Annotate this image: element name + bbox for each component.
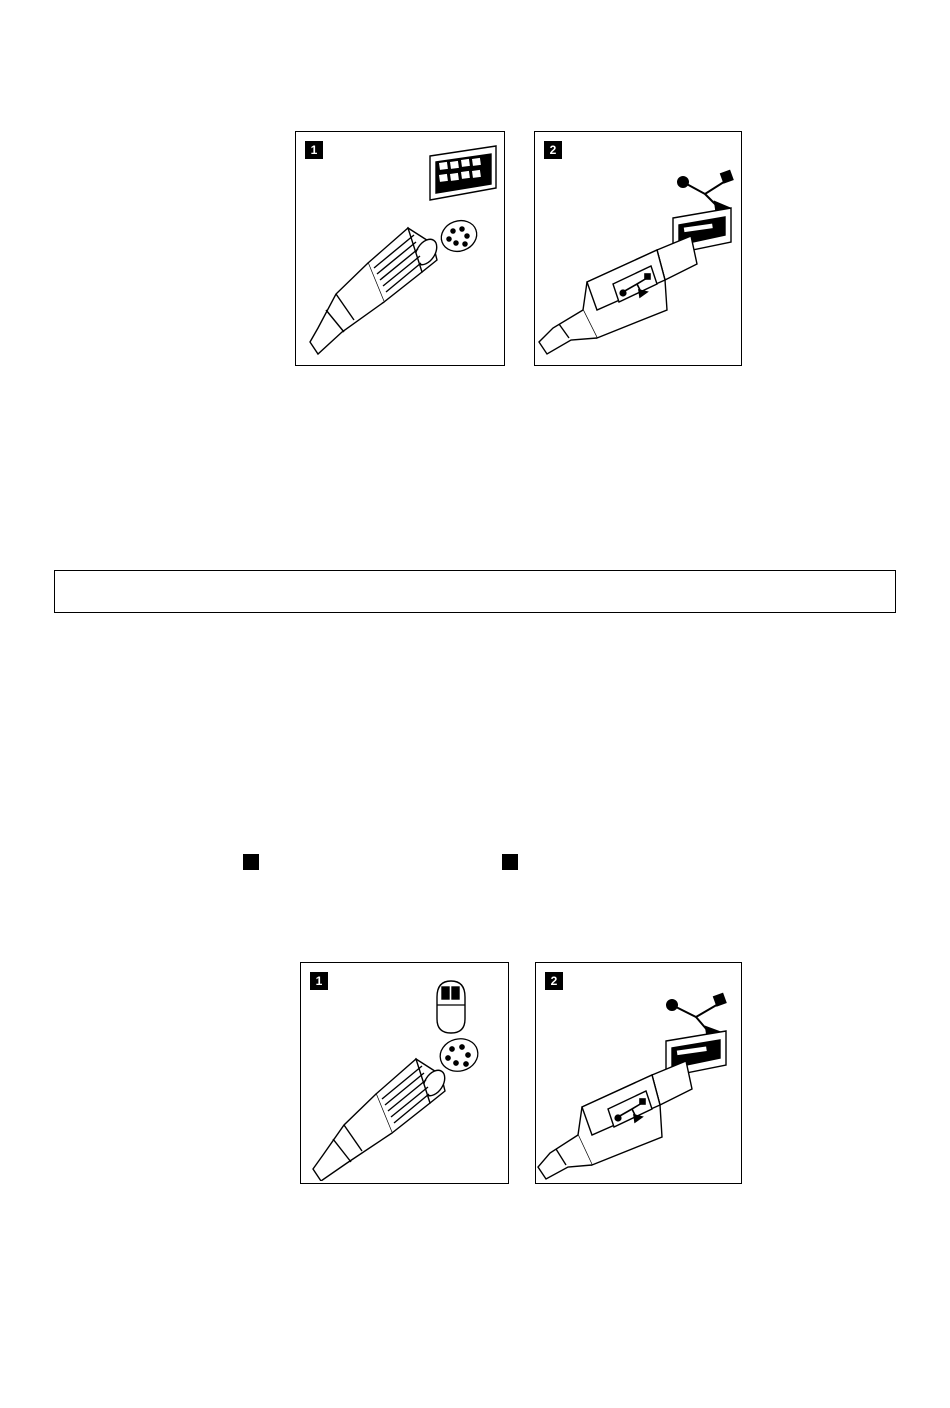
ps2-mouse-graphic (301, 963, 506, 1181)
callout-2-bottom: 2 (545, 972, 563, 990)
callout-1-bottom: 1 (310, 972, 328, 990)
usb-mouse-graphic (536, 963, 739, 1181)
usb-keyboard-connector-panel (534, 131, 742, 366)
ps2-keyboard-graphic (296, 132, 502, 363)
bullet-item-2 (502, 854, 518, 870)
ps2-keyboard-connector-panel (295, 131, 505, 366)
callout-2-top: 2 (544, 141, 562, 159)
usb-mouse-connector-panel (535, 962, 742, 1184)
usb-keyboard-graphic (535, 132, 739, 363)
bullet-item-1 (243, 854, 259, 870)
callout-1-top: 1 (305, 141, 323, 159)
ps2-mouse-connector-panel (300, 962, 509, 1184)
note-callout-band (54, 570, 896, 613)
